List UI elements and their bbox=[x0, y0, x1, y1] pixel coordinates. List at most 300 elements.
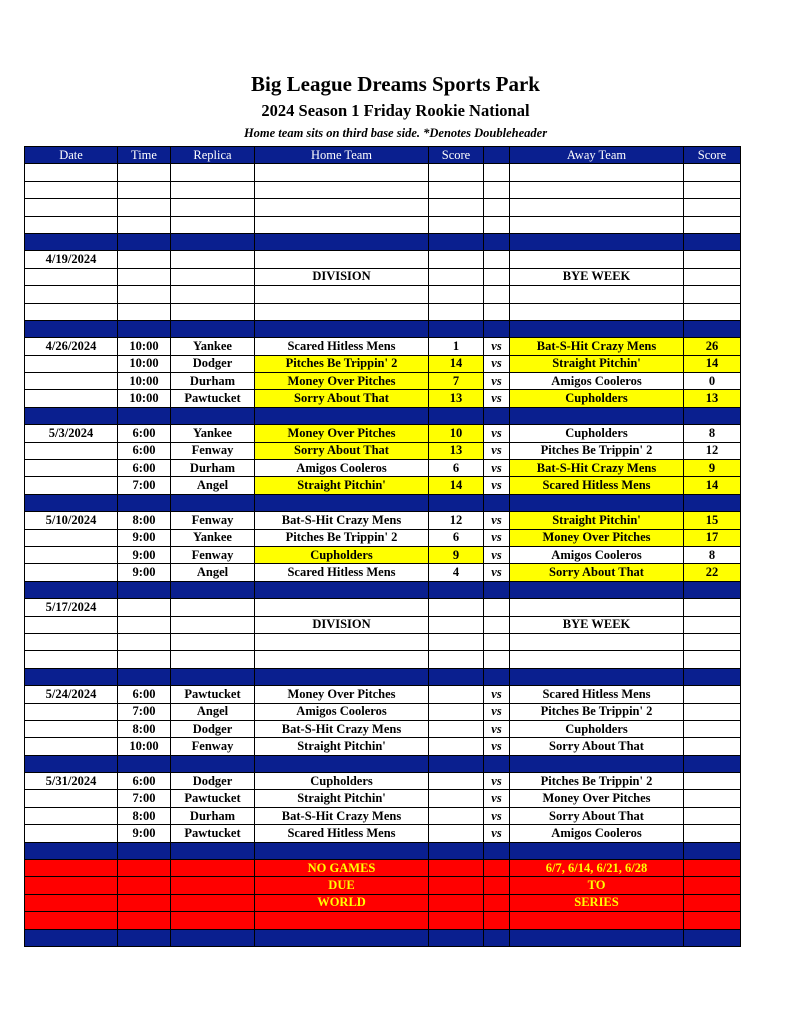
replica-cell: Angel bbox=[171, 477, 255, 494]
home-score-cell bbox=[429, 599, 484, 616]
away-team-cell bbox=[510, 181, 684, 198]
away-score-cell bbox=[684, 494, 741, 511]
away-score-cell: 15 bbox=[684, 512, 741, 529]
vs-cell bbox=[484, 320, 510, 337]
away-team-cell bbox=[510, 651, 684, 668]
game-row bbox=[25, 373, 741, 390]
date-cell bbox=[25, 894, 118, 911]
away-team-cell bbox=[510, 199, 684, 216]
replica-cell bbox=[171, 616, 255, 633]
blank-row bbox=[25, 286, 741, 303]
time-cell bbox=[118, 755, 171, 772]
game-row bbox=[25, 703, 741, 720]
table-header-row bbox=[25, 147, 741, 164]
away-team-cell: Bat-S-Hit Crazy Mens bbox=[510, 460, 684, 477]
home-score-cell bbox=[429, 407, 484, 424]
replica-cell: Fenway bbox=[171, 442, 255, 459]
home-score-cell bbox=[429, 877, 484, 894]
away-score-cell bbox=[684, 581, 741, 598]
away-score-cell: 9 bbox=[684, 460, 741, 477]
replica-cell bbox=[171, 633, 255, 650]
date-cell bbox=[25, 477, 118, 494]
home-team-cell bbox=[255, 755, 429, 772]
date-cell bbox=[25, 738, 118, 755]
vs-cell bbox=[484, 251, 510, 268]
away-team-cell bbox=[510, 633, 684, 650]
away-score-cell bbox=[684, 912, 741, 929]
page-subtitle: 2024 Season 1 Friday Rookie National bbox=[261, 101, 530, 120]
home-score-cell bbox=[429, 720, 484, 737]
home-score-cell bbox=[429, 894, 484, 911]
date-cell: 5/3/2024 bbox=[25, 425, 118, 442]
home-score-cell bbox=[429, 199, 484, 216]
home-team-cell bbox=[255, 216, 429, 233]
home-team-cell: Pitches Be Trippin' 2 bbox=[255, 355, 429, 372]
away-score-cell bbox=[684, 651, 741, 668]
away-team-cell bbox=[510, 929, 684, 946]
away-score-cell bbox=[684, 790, 741, 807]
vs-cell bbox=[484, 494, 510, 511]
away-score-cell: 8 bbox=[684, 546, 741, 563]
vs-cell bbox=[484, 842, 510, 859]
home-score-cell: 6 bbox=[429, 460, 484, 477]
time-cell: 8:00 bbox=[118, 512, 171, 529]
home-team-cell: Scared Hitless Mens bbox=[255, 564, 429, 581]
home-score-cell bbox=[429, 807, 484, 824]
game-row bbox=[25, 442, 741, 459]
date-cell bbox=[25, 860, 118, 877]
time-cell: 6:00 bbox=[118, 686, 171, 703]
away-team-cell bbox=[510, 320, 684, 337]
away-team-cell: Pitches Be Trippin' 2 bbox=[510, 442, 684, 459]
home-team-cell bbox=[255, 842, 429, 859]
home-score-cell bbox=[429, 651, 484, 668]
home-score-cell bbox=[429, 842, 484, 859]
away-score-cell: 0 bbox=[684, 373, 741, 390]
time-cell: 6:00 bbox=[118, 773, 171, 790]
home-team-cell: Money Over Pitches bbox=[255, 373, 429, 390]
time-cell: 9:00 bbox=[118, 529, 171, 546]
date-cell bbox=[25, 181, 118, 198]
away-score-cell bbox=[684, 720, 741, 737]
replica-cell: Fenway bbox=[171, 738, 255, 755]
away-team-cell bbox=[510, 912, 684, 929]
replica-cell: Durham bbox=[171, 373, 255, 390]
time-cell bbox=[118, 599, 171, 616]
home-team-cell: Bat-S-Hit Crazy Mens bbox=[255, 807, 429, 824]
home-team-cell bbox=[255, 407, 429, 424]
vs-cell bbox=[484, 286, 510, 303]
away-team-cell bbox=[510, 216, 684, 233]
away-score-cell bbox=[684, 877, 741, 894]
time-cell bbox=[118, 929, 171, 946]
home-team-cell bbox=[255, 181, 429, 198]
vs-cell: vs bbox=[484, 373, 510, 390]
replica-cell: Yankee bbox=[171, 338, 255, 355]
time-cell: 8:00 bbox=[118, 807, 171, 824]
away-score-cell bbox=[684, 320, 741, 337]
home-team-cell bbox=[255, 199, 429, 216]
replica-cell bbox=[171, 929, 255, 946]
replica-cell: Dodger bbox=[171, 720, 255, 737]
time-cell bbox=[118, 320, 171, 337]
vs-cell: vs bbox=[484, 773, 510, 790]
away-team-cell: Cupholders bbox=[510, 720, 684, 737]
date-cell bbox=[25, 286, 118, 303]
away-team-cell: Straight Pitchin' bbox=[510, 355, 684, 372]
home-score-cell bbox=[429, 320, 484, 337]
time-cell: 9:00 bbox=[118, 564, 171, 581]
game-row bbox=[25, 477, 741, 494]
vs-cell: vs bbox=[484, 807, 510, 824]
away-team-cell: SERIES bbox=[510, 894, 684, 911]
home-team-cell: NO GAMES bbox=[255, 860, 429, 877]
date-cell bbox=[25, 407, 118, 424]
away-team-cell: TO bbox=[510, 877, 684, 894]
replica-cell bbox=[171, 494, 255, 511]
bye-week-row bbox=[25, 616, 741, 633]
game-row bbox=[25, 773, 741, 790]
game-row bbox=[25, 790, 741, 807]
replica-cell bbox=[171, 668, 255, 685]
away-team-cell: Bat-S-Hit Crazy Mens bbox=[510, 338, 684, 355]
time-cell bbox=[118, 407, 171, 424]
time-cell: 10:00 bbox=[118, 373, 171, 390]
replica-cell bbox=[171, 216, 255, 233]
replica-cell bbox=[171, 320, 255, 337]
time-cell: 9:00 bbox=[118, 546, 171, 563]
vs-cell: vs bbox=[484, 442, 510, 459]
home-score-cell: 4 bbox=[429, 564, 484, 581]
replica-cell bbox=[171, 860, 255, 877]
time-cell: 9:00 bbox=[118, 825, 171, 842]
away-team-cell: Cupholders bbox=[510, 425, 684, 442]
replica-cell: Durham bbox=[171, 807, 255, 824]
date-cell bbox=[25, 460, 118, 477]
away-score-cell bbox=[684, 755, 741, 772]
vs-cell bbox=[484, 581, 510, 598]
date-cell bbox=[25, 529, 118, 546]
time-cell bbox=[118, 216, 171, 233]
time-cell bbox=[118, 633, 171, 650]
home-team-cell bbox=[255, 251, 429, 268]
home-score-cell bbox=[429, 668, 484, 685]
blank-row bbox=[25, 599, 741, 616]
away-score-cell bbox=[684, 825, 741, 842]
home-score-cell: 14 bbox=[429, 355, 484, 372]
vs-cell: vs bbox=[484, 512, 510, 529]
home-team-cell: Bat-S-Hit Crazy Mens bbox=[255, 512, 429, 529]
away-score-cell: 17 bbox=[684, 529, 741, 546]
divider-band-row bbox=[25, 494, 741, 511]
divider-band-row bbox=[25, 842, 741, 859]
schedule-body bbox=[25, 164, 741, 947]
replica-cell bbox=[171, 181, 255, 198]
vs-cell bbox=[484, 755, 510, 772]
time-cell bbox=[118, 912, 171, 929]
replica-cell bbox=[171, 842, 255, 859]
vs-cell bbox=[484, 164, 510, 181]
replica-cell bbox=[171, 599, 255, 616]
date-cell bbox=[25, 633, 118, 650]
away-score-cell bbox=[684, 407, 741, 424]
column-header-away-team: Away Team bbox=[510, 147, 684, 164]
date-cell bbox=[25, 720, 118, 737]
vs-cell bbox=[484, 912, 510, 929]
away-team-cell: Amigos Cooleros bbox=[510, 825, 684, 842]
replica-cell bbox=[171, 407, 255, 424]
home-team-cell bbox=[255, 320, 429, 337]
time-cell: 10:00 bbox=[118, 738, 171, 755]
vs-cell bbox=[484, 894, 510, 911]
time-cell bbox=[118, 894, 171, 911]
vs-cell bbox=[484, 616, 510, 633]
replica-cell: Durham bbox=[171, 460, 255, 477]
time-cell: 10:00 bbox=[118, 390, 171, 407]
away-score-cell bbox=[684, 286, 741, 303]
away-team-cell: Pitches Be Trippin' 2 bbox=[510, 773, 684, 790]
replica-cell bbox=[171, 286, 255, 303]
replica-cell bbox=[171, 233, 255, 250]
time-cell: 10:00 bbox=[118, 338, 171, 355]
vs-cell bbox=[484, 199, 510, 216]
home-team-cell: Sorry About That bbox=[255, 442, 429, 459]
home-score-cell bbox=[429, 181, 484, 198]
vs-cell: vs bbox=[484, 790, 510, 807]
home-team-cell: Straight Pitchin' bbox=[255, 790, 429, 807]
replica-cell bbox=[171, 164, 255, 181]
game-row bbox=[25, 738, 741, 755]
vs-cell: vs bbox=[484, 703, 510, 720]
home-team-cell: Amigos Cooleros bbox=[255, 460, 429, 477]
away-score-cell bbox=[684, 233, 741, 250]
vs-cell: vs bbox=[484, 390, 510, 407]
no-games-row bbox=[25, 860, 741, 877]
home-team-cell bbox=[255, 633, 429, 650]
home-score-cell: 6 bbox=[429, 529, 484, 546]
date-cell: 4/19/2024 bbox=[25, 251, 118, 268]
game-row bbox=[25, 355, 741, 372]
date-cell bbox=[25, 233, 118, 250]
replica-cell bbox=[171, 268, 255, 285]
home-team-cell: Straight Pitchin' bbox=[255, 477, 429, 494]
vs-cell: vs bbox=[484, 477, 510, 494]
date-cell bbox=[25, 373, 118, 390]
away-score-cell bbox=[684, 807, 741, 824]
replica-cell bbox=[171, 894, 255, 911]
blank-row bbox=[25, 251, 741, 268]
date-cell bbox=[25, 825, 118, 842]
home-score-cell bbox=[429, 233, 484, 250]
time-cell bbox=[118, 233, 171, 250]
home-team-cell: Cupholders bbox=[255, 546, 429, 563]
home-team-cell bbox=[255, 581, 429, 598]
home-team-cell bbox=[255, 929, 429, 946]
vs-cell bbox=[484, 633, 510, 650]
home-score-cell bbox=[429, 860, 484, 877]
away-team-cell bbox=[510, 842, 684, 859]
home-score-cell bbox=[429, 929, 484, 946]
home-team-cell: Money Over Pitches bbox=[255, 425, 429, 442]
time-cell bbox=[118, 181, 171, 198]
away-team-cell: BYE WEEK bbox=[510, 268, 684, 285]
home-score-cell bbox=[429, 633, 484, 650]
game-row bbox=[25, 529, 741, 546]
away-score-cell bbox=[684, 738, 741, 755]
away-score-cell bbox=[684, 860, 741, 877]
home-score-cell: 14 bbox=[429, 477, 484, 494]
away-team-cell bbox=[510, 286, 684, 303]
vs-cell: vs bbox=[484, 738, 510, 755]
home-team-cell bbox=[255, 668, 429, 685]
replica-cell: Pawtucket bbox=[171, 390, 255, 407]
time-cell bbox=[118, 668, 171, 685]
home-team-cell: DIVISION bbox=[255, 268, 429, 285]
no-games-row bbox=[25, 894, 741, 911]
column-header-vs bbox=[484, 147, 510, 164]
home-team-cell: Bat-S-Hit Crazy Mens bbox=[255, 720, 429, 737]
time-cell: 6:00 bbox=[118, 425, 171, 442]
date-cell bbox=[25, 268, 118, 285]
away-team-cell: Amigos Cooleros bbox=[510, 373, 684, 390]
home-team-cell: DUE bbox=[255, 877, 429, 894]
date-cell bbox=[25, 390, 118, 407]
vs-cell bbox=[484, 268, 510, 285]
home-team-cell: Amigos Cooleros bbox=[255, 703, 429, 720]
blank-row bbox=[25, 216, 741, 233]
time-cell bbox=[118, 651, 171, 668]
blank-row bbox=[25, 633, 741, 650]
time-cell bbox=[118, 842, 171, 859]
replica-cell: Pawtucket bbox=[171, 825, 255, 842]
game-row bbox=[25, 338, 741, 355]
time-cell bbox=[118, 581, 171, 598]
away-team-cell: Sorry About That bbox=[510, 807, 684, 824]
column-header-home-team: Home Team bbox=[255, 147, 429, 164]
home-team-cell: Scared Hitless Mens bbox=[255, 338, 429, 355]
date-cell: 4/26/2024 bbox=[25, 338, 118, 355]
away-team-cell: Pitches Be Trippin' 2 bbox=[510, 703, 684, 720]
home-score-cell bbox=[429, 303, 484, 320]
date-cell bbox=[25, 842, 118, 859]
time-cell bbox=[118, 199, 171, 216]
time-cell bbox=[118, 303, 171, 320]
home-score-cell: 13 bbox=[429, 390, 484, 407]
replica-cell bbox=[171, 303, 255, 320]
date-cell bbox=[25, 790, 118, 807]
replica-cell: Yankee bbox=[171, 425, 255, 442]
away-team-cell: Sorry About That bbox=[510, 564, 684, 581]
date-cell bbox=[25, 668, 118, 685]
home-team-cell bbox=[255, 651, 429, 668]
replica-cell: Dodger bbox=[171, 355, 255, 372]
away-score-cell: 12 bbox=[684, 442, 741, 459]
away-score-cell bbox=[684, 199, 741, 216]
home-score-cell bbox=[429, 790, 484, 807]
time-cell bbox=[118, 164, 171, 181]
date-cell: 5/31/2024 bbox=[25, 773, 118, 790]
away-team-cell bbox=[510, 581, 684, 598]
away-team-cell bbox=[510, 407, 684, 424]
away-score-cell bbox=[684, 633, 741, 650]
away-score-cell: 14 bbox=[684, 477, 741, 494]
date-cell bbox=[25, 877, 118, 894]
no-games-row bbox=[25, 912, 741, 929]
replica-cell: Pawtucket bbox=[171, 790, 255, 807]
replica-cell bbox=[171, 581, 255, 598]
away-team-cell: Money Over Pitches bbox=[510, 790, 684, 807]
away-team-cell: Scared Hitless Mens bbox=[510, 477, 684, 494]
home-score-cell bbox=[429, 773, 484, 790]
date-cell: 5/17/2024 bbox=[25, 599, 118, 616]
time-cell bbox=[118, 494, 171, 511]
date-cell bbox=[25, 164, 118, 181]
date-cell: 5/24/2024 bbox=[25, 686, 118, 703]
vs-cell bbox=[484, 233, 510, 250]
home-score-cell: 1 bbox=[429, 338, 484, 355]
date-cell bbox=[25, 303, 118, 320]
away-team-cell bbox=[510, 755, 684, 772]
home-score-cell bbox=[429, 268, 484, 285]
date-cell bbox=[25, 564, 118, 581]
away-team-cell bbox=[510, 233, 684, 250]
away-score-cell bbox=[684, 599, 741, 616]
divider-band-row bbox=[25, 668, 741, 685]
schedule-table bbox=[24, 146, 741, 947]
schedule-note: Home team sits on third base side. *Denotes Doubleheader bbox=[243, 126, 548, 140]
divider-band-row bbox=[25, 407, 741, 424]
game-row bbox=[25, 825, 741, 842]
vs-cell: vs bbox=[484, 825, 510, 842]
home-team-cell bbox=[255, 164, 429, 181]
vs-cell bbox=[484, 651, 510, 668]
home-team-cell: Cupholders bbox=[255, 773, 429, 790]
home-team-cell: Straight Pitchin' bbox=[255, 738, 429, 755]
vs-cell bbox=[484, 599, 510, 616]
column-header-replica: Replica bbox=[171, 147, 255, 164]
game-row bbox=[25, 720, 741, 737]
divider-band-row bbox=[25, 755, 741, 772]
column-header-date: Date bbox=[25, 147, 118, 164]
date-cell bbox=[25, 912, 118, 929]
home-team-cell: Pitches Be Trippin' 2 bbox=[255, 529, 429, 546]
replica-cell: Pawtucket bbox=[171, 686, 255, 703]
game-row bbox=[25, 807, 741, 824]
home-score-cell: 7 bbox=[429, 373, 484, 390]
time-cell: 6:00 bbox=[118, 460, 171, 477]
away-score-cell bbox=[684, 303, 741, 320]
away-score-cell: 13 bbox=[684, 390, 741, 407]
vs-cell bbox=[484, 303, 510, 320]
game-row bbox=[25, 460, 741, 477]
vs-cell: vs bbox=[484, 720, 510, 737]
vs-cell bbox=[484, 860, 510, 877]
away-team-cell: Cupholders bbox=[510, 390, 684, 407]
home-team-cell bbox=[255, 912, 429, 929]
date-cell bbox=[25, 581, 118, 598]
no-games-row bbox=[25, 877, 741, 894]
time-cell bbox=[118, 860, 171, 877]
date-cell bbox=[25, 703, 118, 720]
home-team-cell bbox=[255, 303, 429, 320]
away-score-cell: 22 bbox=[684, 564, 741, 581]
home-score-cell bbox=[429, 494, 484, 511]
home-team-cell: DIVISION bbox=[255, 616, 429, 633]
away-team-cell bbox=[510, 668, 684, 685]
home-team-cell: Money Over Pitches bbox=[255, 686, 429, 703]
home-score-cell bbox=[429, 164, 484, 181]
time-cell bbox=[118, 251, 171, 268]
